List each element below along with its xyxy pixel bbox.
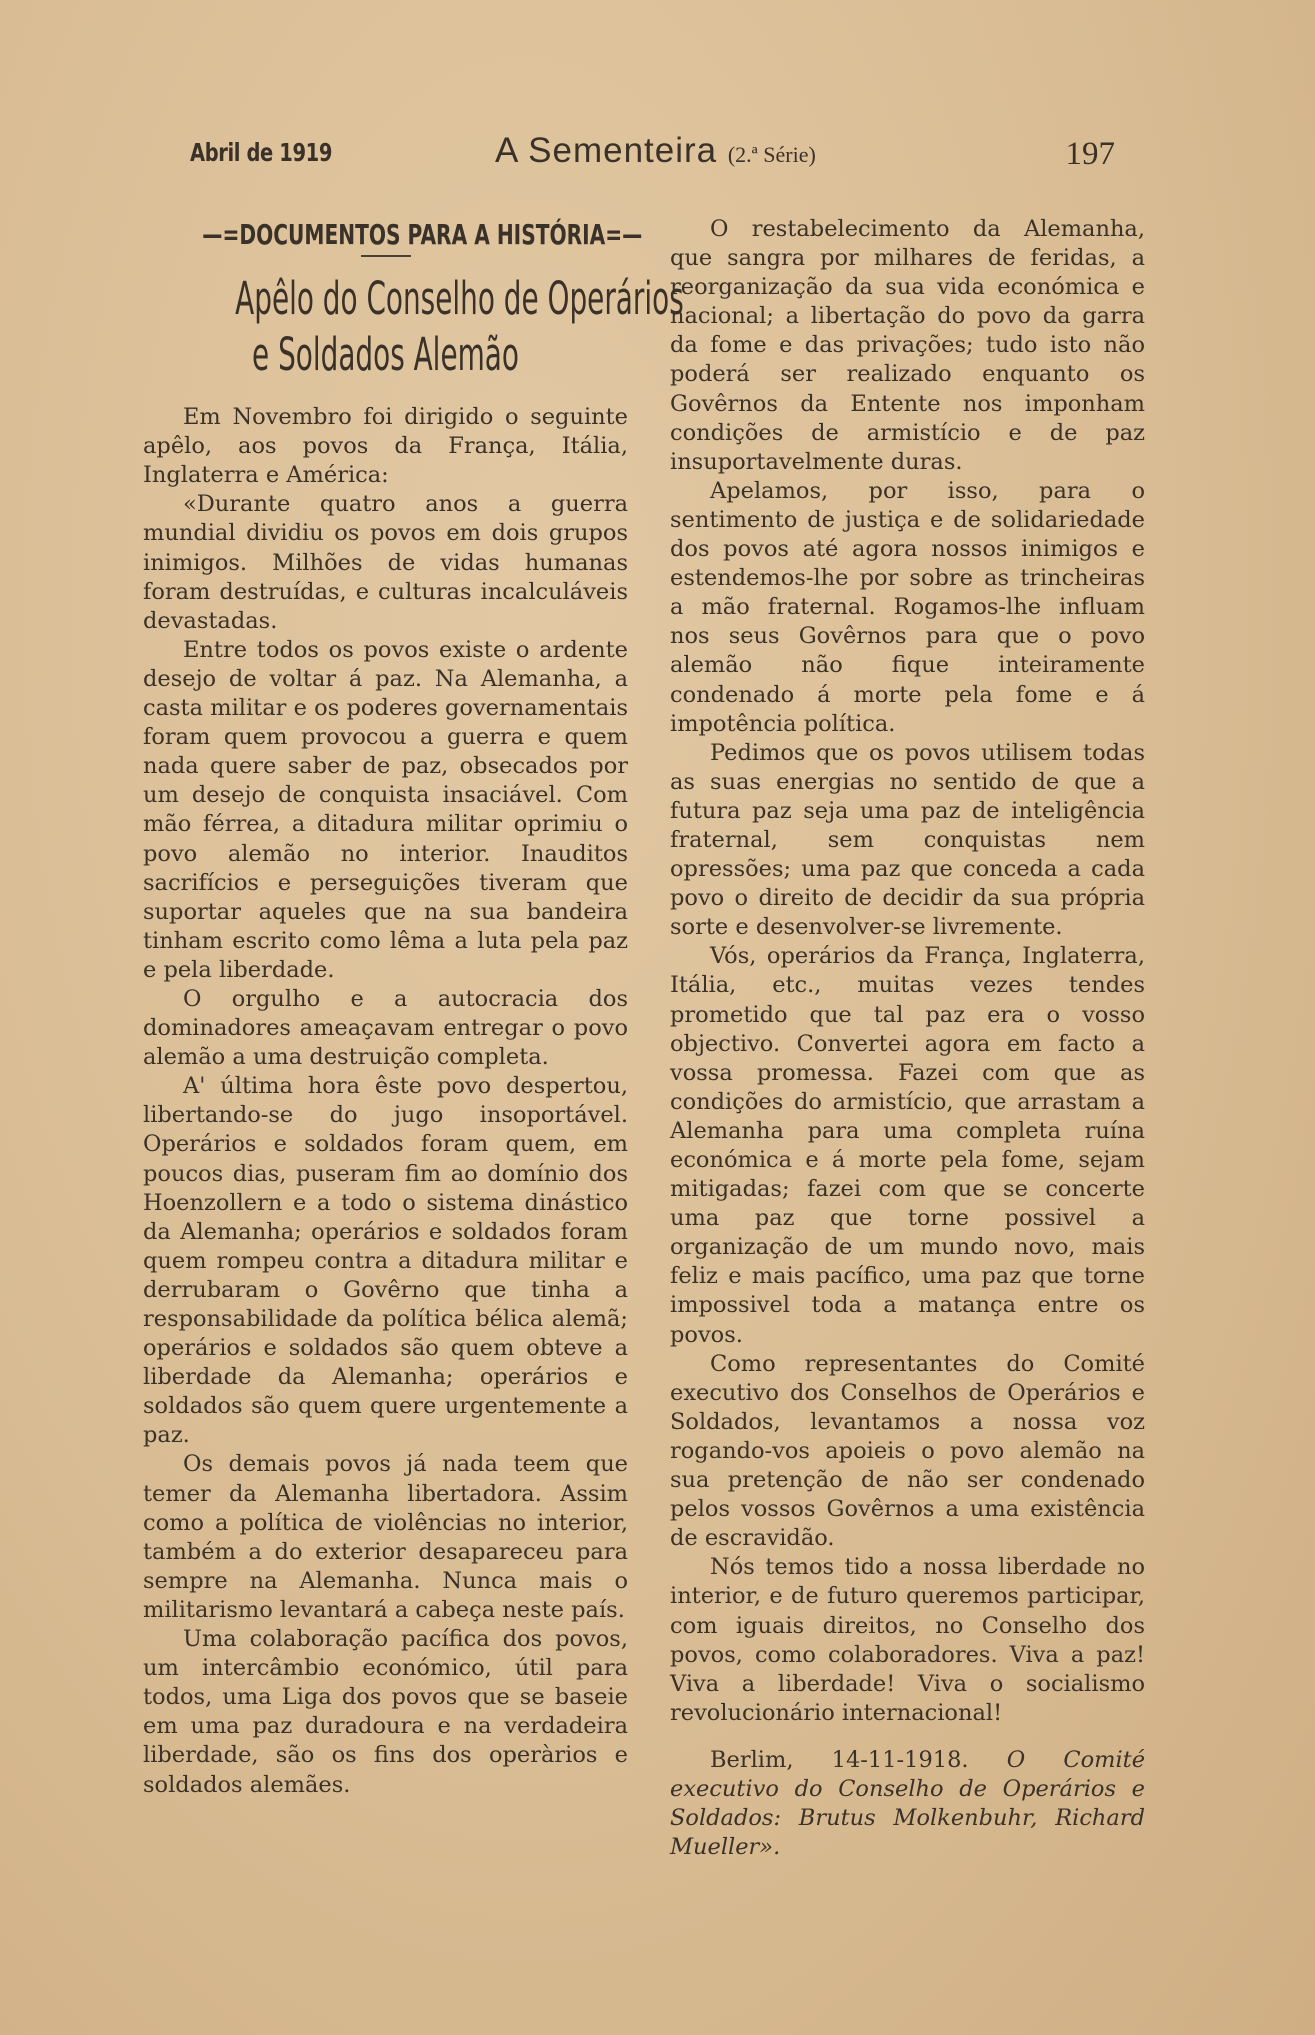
series-label: (2.ª Série) (727, 142, 816, 167)
article-headline (235, 271, 684, 383)
paragraph: Em Novembro foi dirigido o seguinte apêlo, aos povos da França, Itália, Inglaterra e América: (143, 404, 628, 489)
left-column (143, 215, 684, 1800)
paragraph: Como representantes do Comité executivo dos Conselhos de Operários e Soldados, levantamos a nossa voz rogando-vos apoieis o povo alemão na sua pretenção de não ser condenado pelos vossos Govêrnos a uma existência de escravidão. (670, 1350, 1145, 1552)
paragraph: Os demais povos já nada teem que temer da Alemanha libertadora. Assim como a política de violências no interior, também a do exterior desapareceu para sempre na Alemanha. Nunca mais o militarismo levantará a cabeça neste país. (143, 1451, 628, 1623)
signature (670, 1746, 1145, 1862)
paragraph: Nós temos tido a nossa liberdade no interior, e de futuro queremos participar, com iguais direitos, no Conselho dos povos, como colaboradores. Viva a paz! Viva a liberdade! Viva o socialismo revolucionário internacional! (670, 1554, 1145, 1726)
divider (361, 255, 411, 257)
publication-name: A Sementeira (495, 131, 718, 170)
issue-date: Abril de 1919 (190, 138, 333, 167)
signature-place-date: Berlim, 14-11-1918. (710, 1746, 969, 1773)
paragraph: Vós, operários da França, Inglaterra, Itália, etc., muitas vezes tendes prometido que tal paz era o vosso objectivo. Convertei agora em facto a vossa promessa. Fazei com que as condições do armistício, que arrastam a Alemanha para uma completa ruína económica e á morte pela fome, sejam mitigadas; fazei com que se concerte uma paz que torne possivel a organização de um mundo novo, mais feliz e mais pacífico, uma paz que torne impossivel toda a matança entre os povos. (670, 943, 1145, 1348)
right-column (670, 215, 1145, 1885)
headline-line-1: Apêlo do Conselho de Operários (235, 272, 684, 326)
paragraph: O orgulho e a autocracia dos dominadores ameaçavam entregar o povo alemão a uma destruição completa. (143, 985, 628, 1071)
paragraph: A' última hora êste povo despertou, libertando-se do jugo insoportável. Operários e soldados foram quem, em poucos dias, puseram fim ao domínio dos Hoenzollern e a todo o sistema dinástico da Alemanha; operários e soldados foram quem rompeu contra a ditadura militar e derrubaram o Govêrno que tinha a responsabilidade da política bélica alemã; operários e soldados são quem obteve a liberdade da Alemanha; operários e soldados são quem quere urgentemente a paz. (143, 1073, 628, 1449)
paragraph: «Durante quatro anos a guerra mundial dividiu os povos em dois grupos inimigos. Milhões de vidas humanas foram destruídas, e culturas incalculáveis devastadas. (143, 491, 628, 634)
section-label: —=DOCUMENTOS PARA A HISTÓRIA=— (202, 218, 643, 251)
page-header (150, 128, 1120, 178)
page-number: 197 (1065, 136, 1115, 172)
paragraph: O restabelecimento da Alemanha, que sangra por milhares de feridas, a reorganização da sua vida económica e nacional; a libertação do povo da garra da fome e das privações; tudo isto não poderá ser realizado enquanto os Govêrnos da Entente nos imponham condições de armistício e de paz insuportavelmente duras. (670, 216, 1145, 475)
publication-title (495, 131, 816, 171)
paragraph: Entre todos os povos existe o ardente desejo de voltar á paz. Na Alemanha, a casta militar e os poderes governamentais foram quem provocou a guerra e quem nada quere saber de paz, obsecados por um desejo de conquista insaciável. Com mão férrea, a ditadura militar oprimiu o povo alemão no interior. Inauditos sacrifícios e perseguições tiveram que suportar aqueles que na sua bandeira tinham escrito como lêma a luta pela paz e pela liberdade. (143, 636, 628, 983)
paragraph: Pedimos que os povos utilisem todas as suas energias no sentido de que a futura paz seja uma paz de inteligência fraternal, sem conquistas nem opressões; uma paz que conceda a cada povo o direito de decidir da sua própria sorte e desenvolver-se livremente. (670, 739, 1145, 941)
paragraph: Apelamos, por isso, para o sentimento de justiça e de solidariedade dos povos até agora nossos inimigos e estendemos-lhe por sobre as trincheiras a mão fraternal. Rogamos-lhe influam nos seus Govêrnos para que o povo alemão não fique inteiramente condenado á morte pela fome e á impotência política. (670, 477, 1145, 737)
headline-line-2: e Soldados Alemão (252, 328, 519, 382)
paragraph: Uma colaboração pacífica dos povos, um intercâmbio económico, útil para todos, uma Liga dos povos que se baseie em uma paz duradoura e na verdadeira liberdade, são os fins dos operàrios e soldados alemães. (143, 1626, 628, 1798)
signature-body: O Comité executivo do Conselho de Operários e Soldados: Brutus Molkenbuhr, Richard Mueller». (670, 1746, 1146, 1861)
